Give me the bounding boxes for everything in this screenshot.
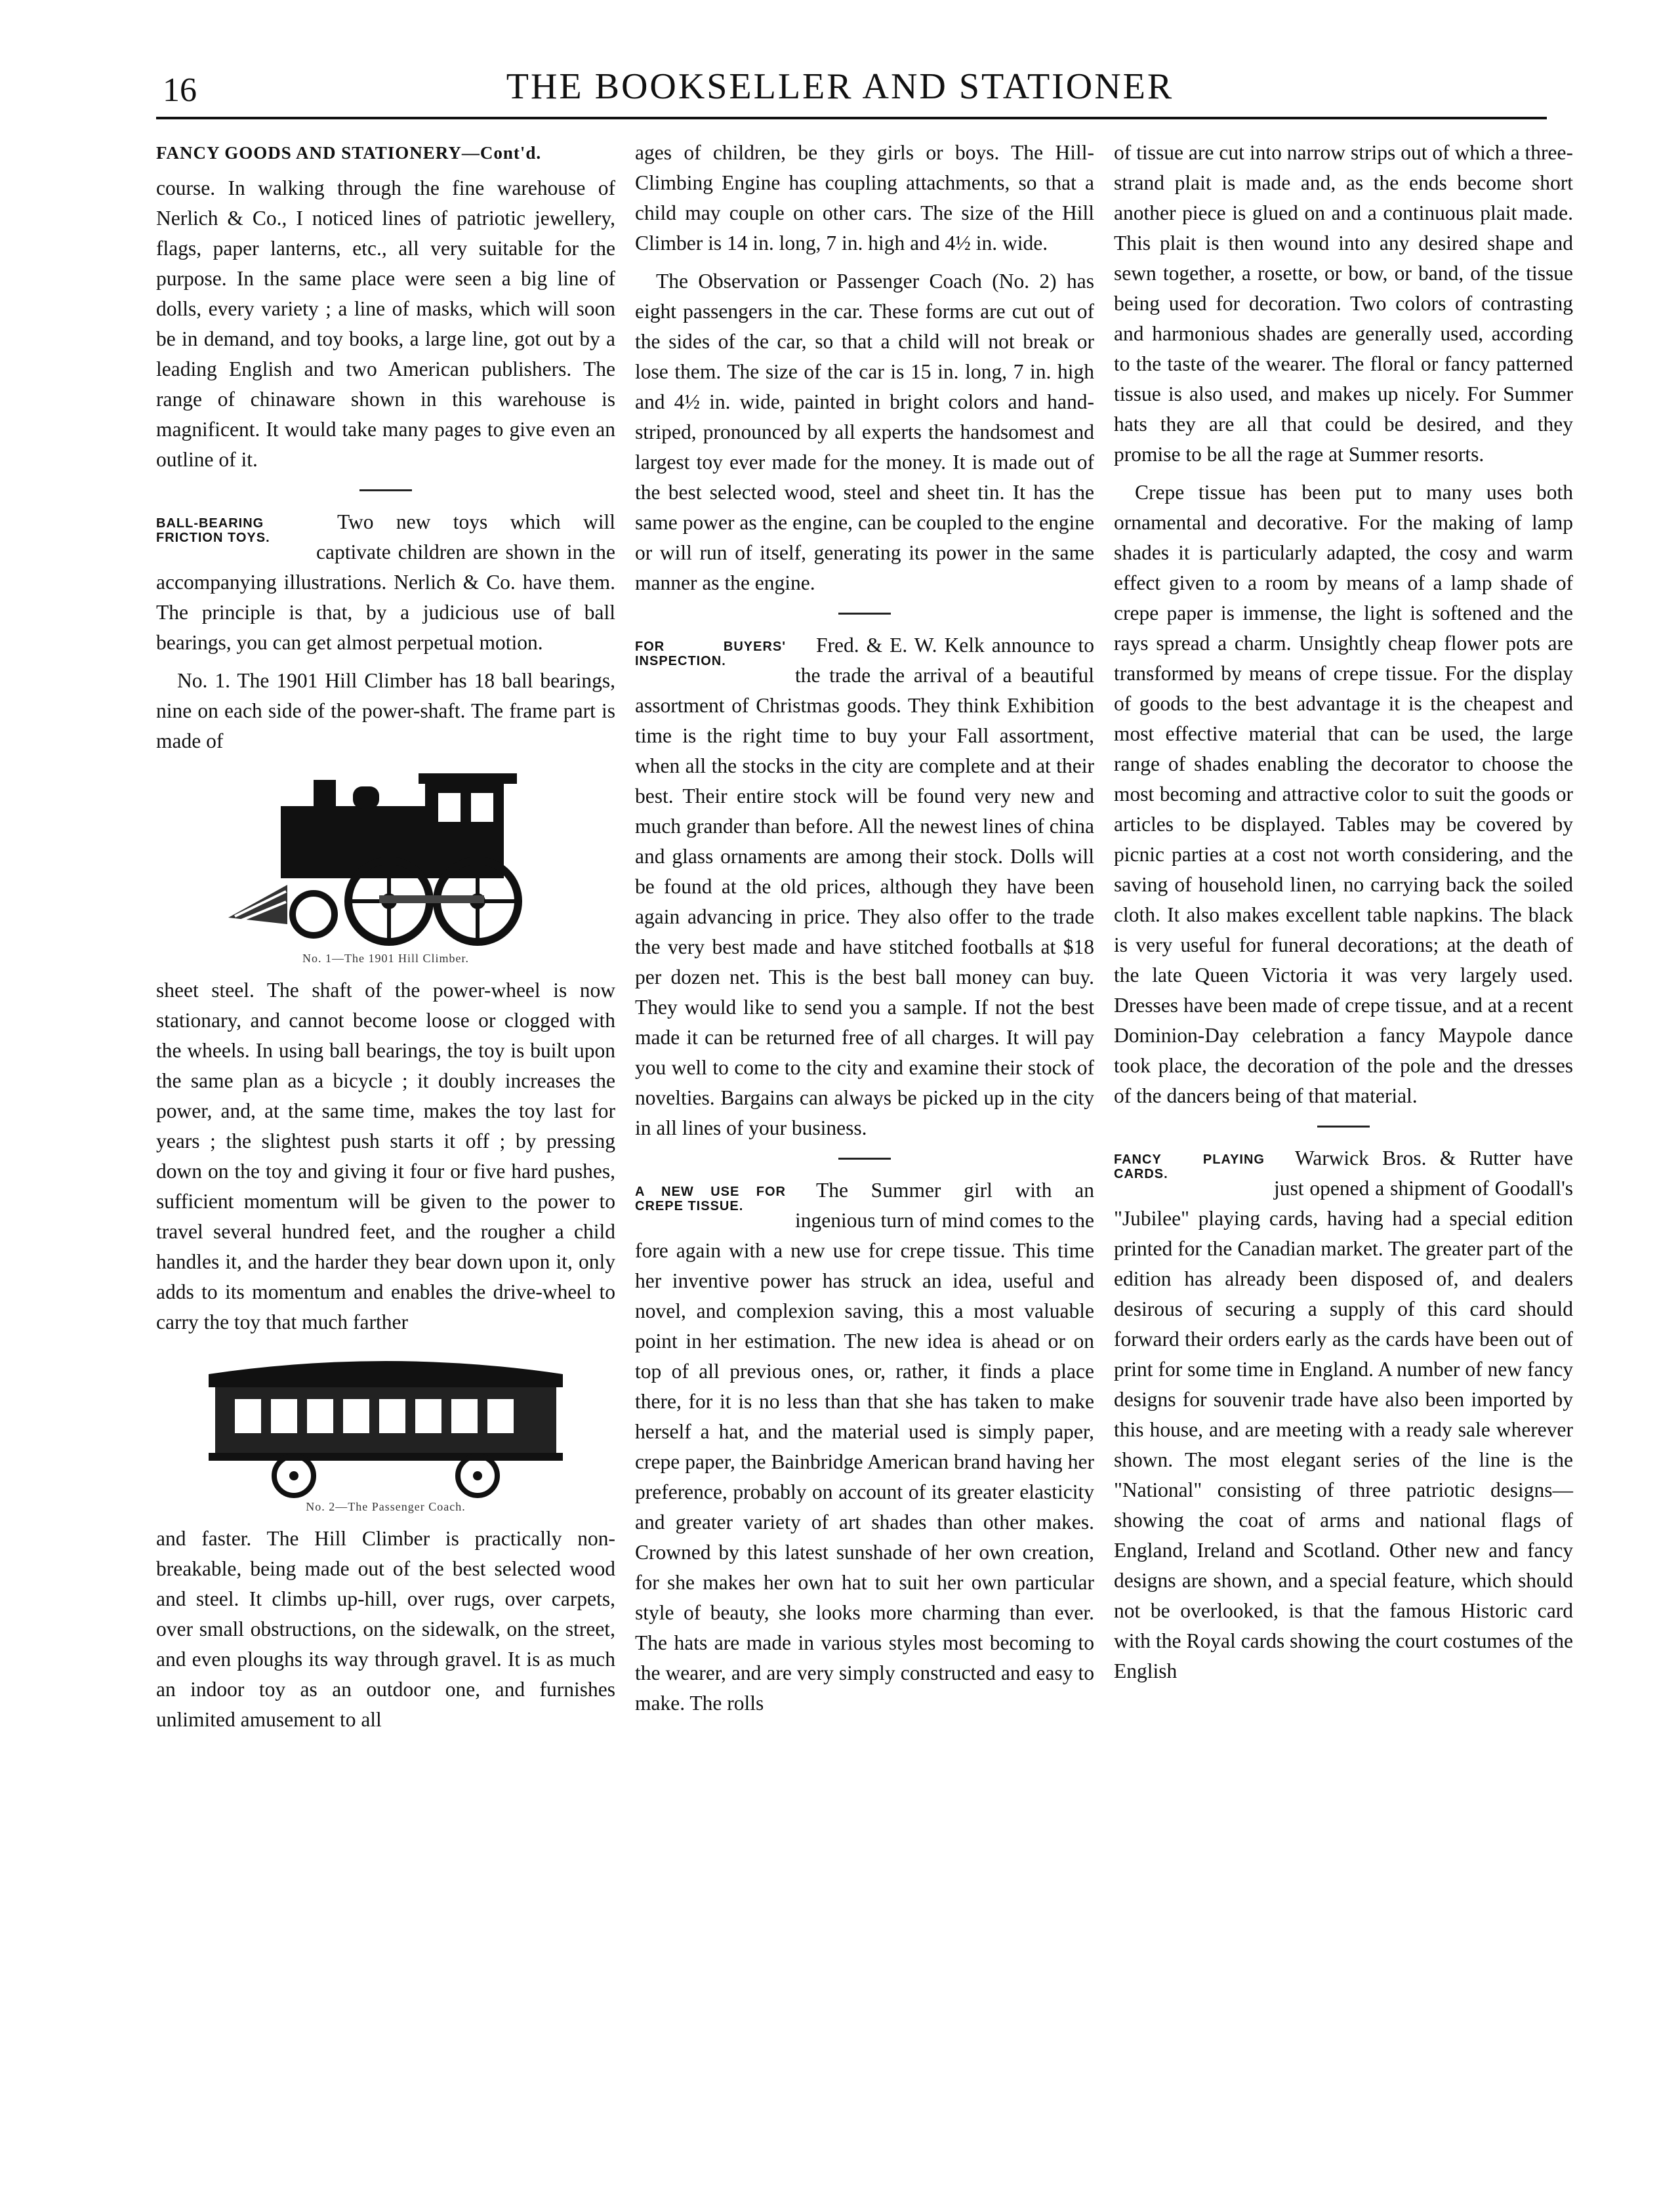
figure-caption: No. 2—The Passenger Coach. bbox=[306, 1500, 466, 1513]
header-rule bbox=[156, 117, 1547, 119]
side-heading: FANCY PLAYING CARDS. bbox=[1114, 1152, 1265, 1181]
section-divider bbox=[838, 1158, 891, 1160]
paragraph: The Observation or Passenger Coach (No. 2) has eight passengers in the car. These forms are cut out of the sides of the car, so that a child will not break or lose them. The size of the car is 15 in. long, 7 in. high and 4½ in. wide, painted in bright colors and hand-striped, pronounced by all experts the handsomest and largest toy ever made for the money. It is made out of the best selected wood, steel and sheet tin. It has the same power as the engine, can be coupled to the engine or will run of itself, generating its power in the same manner as the engine. bbox=[635, 270, 1094, 594]
paragraph: The Summer girl with an ingenious turn of mind comes to the fore again with a new use for crepe tissue. This time her inventive power has struck an idea, useful and novel, and complexion saving, this a most valuable point in her estimation. The new idea is ahead or on top of all previous ones, or, rather, it finds a place there, for it is no less than that she has taken to make herself a hat, and the material used is simply paper, crepe paper, the Bainbridge American brand having her preference, probably on account of its greater elasticity and greater variety of art shades than other makes. Crowned by this latest sunshade of her own creation, for she makes her own hat to suit her own particular style of beauty, she looks more charming than ever. The hats are made in various styles most becoming to the wearer, and are very simply constructed and easy to make. The rolls bbox=[635, 1179, 1094, 1715]
section-heading: FANCY GOODS AND STATIONERY—Cont'd. bbox=[156, 143, 542, 163]
section-divider bbox=[359, 489, 412, 491]
paragraph: of tissue are cut into narrow strips out of which a three-strand plait is made and, as the ends become short another piece is glued on and a continuous plait made. This plait is then wound into any desired shape and sewn together, a rosette, or bow, or band, of the tissue being used for decoration. Two colors of contrasting and harmonious shades are generally used, according to the taste of the wearer. The floral or fancy patterned tissue is also used, and makes up nicely. For Summer hats they are all that could be desired, and they promise to be all the rage at Summer resorts. bbox=[1114, 141, 1573, 466]
section-divider bbox=[838, 613, 891, 615]
column-1 bbox=[156, 138, 615, 1743]
side-heading: FOR BUYERS' INSPECTION. bbox=[635, 640, 786, 668]
paragraph: No. 1. The 1901 Hill Climber has 18 ball bearings, nine on each side of the power-shaft. The frame part is made of bbox=[156, 669, 615, 752]
paragraph: Fred. & E. W. Kelk announce to the trade the arrival of a beautiful assortment of Christmas goods. They think Exhibition time is the right time to buy your Fall assortment, when all the stocks in the city are complete and at their best. Their entire stock will be found very new and much grander than before. All the newest lines of china and glass ornaments are among their stock. Dolls will be found at the old prices, although they have been again advancing in price. They also offer to the trade the very best made and have stitched footballs at $18 per dozen net. This is the best ball money can buy. They would like to send you a sample. If not the best made it can be returned free of all charges. It will pay you well to come to the city and examine their stock of novelties. Bargains can always be picked up in the city in all lines of your business. bbox=[635, 634, 1094, 1139]
figure-caption: No. 1—The 1901 Hill Climber. bbox=[302, 952, 469, 965]
locomotive-illustration bbox=[202, 767, 569, 950]
paragraph: ages of children, be they girls or boys. The Hill-Climbing Engine has coupling attachments, so that a child may couple on other cars. The size of the Hill Climber is 14 in. long, 7 in. high and 4½ in. wide. bbox=[635, 141, 1094, 254]
paragraph: Two new toys which will captivate children are shown in the accompanying illustrations. Nerlich & Co. have them. The principle is that, by a judicious use of ball bearings, you can get almost perpetual motion. bbox=[156, 510, 615, 654]
paragraph: sheet steel. The shaft of the power-wheel is now stationary, and cannot become loose or clogged with the wheels. In using ball bearings, the toy is built upon the same plan as a bicycle ; it doubly increases the power, and, at the same time, makes the toy last for years ; the slightest push starts it off ; by pressing down on the toy and giving it four or five hard pushes, sufficient momentum will be given to the power to travel several hundred feet, and the rougher a child handles it, and the harder they bear down upon it, only adds to its momentum and enables the drive-wheel to carry the toy that much farther bbox=[156, 979, 615, 1333]
page-number: 16 bbox=[163, 71, 197, 109]
side-heading: A NEW USE FOR CREPE TISSUE. bbox=[635, 1185, 786, 1213]
section-divider bbox=[1317, 1126, 1370, 1128]
locomotive-figure bbox=[182, 767, 589, 966]
running-title: THE BOOKSELLER AND STATIONER bbox=[506, 66, 1174, 107]
passenger-coach-illustration bbox=[189, 1348, 583, 1499]
paragraph: Warwick Bros. & Rutter have just opened a shipment of Goodall's "Jubilee" playing cards, having had a special edition printed for the Canadian market. The greater part of the edition has already been disposed of, and dealers desirous of securing a supply of this card should forward their orders early as the cards have been out of print for some time in England. A number of new fancy designs for souvenir trade have also been imported by this house, and are meeting with a ready sale wherever shown. The most elegant series of the line is the "National" consisting of three patriotic designs—showing the coat of arms and national flags of England, Ireland and Scotland. Other new and fancy designs are shown, and a special feature, which should not be overlooked, is that the famous Historic card with the Royal cards showing the court costumes of the English bbox=[1114, 1147, 1573, 1682]
paragraph: Crepe tissue has been put to many uses both ornamental and decorative. For the making of lamp shades it is particularly adapted, the cosy and warm effect given to a room by means of a lamp shade of crepe paper is immense, the light is softened and the rays spread a charm. Unsightly cheap flower pots are transformed by means of crepe tissue. For the display of goods to the best advantage it is the cheapest and most effective material that can be used, the large range of shades enabling the decorator to choose the most becoming and attractive color to suit the goods or articles to be displayed. Tables may be covered by picnic parties at a cost not worth considering, and the saving of household linen, no carrying back the soiled cloth. It also makes excellent table napkins. The black is very useful for funeral decorations; at the death of the late Queen Victoria it was very largely used. Dresses have been made of crepe tissue, and at a recent Dominion-Day celebration a fancy Maypole dance took place, the decoration of the pole and the dresses of the dancers being of that material. bbox=[1114, 481, 1573, 1107]
page-header bbox=[0, 59, 1680, 118]
column-2 bbox=[635, 138, 1094, 1726]
paragraph: and faster. The Hill Climber is practically non-breakable, being made out of the best selected wood and steel. It climbs up-hill, over rugs, over carpets, over small obstructions, on the sidewalk, on the street, and even ploughs its way through gravel. It is as much an indoor toy as an outdoor one, and furnishes unlimited amusement to all bbox=[156, 1527, 615, 1731]
coach-figure bbox=[182, 1348, 589, 1515]
paragraph: course. In walking through the fine warehouse of Nerlich & Co., I noticed lines of patriotic jewellery, flags, paper lanterns, etc., all very suitable for the purpose. In the same place were seen a big line of dolls, every variety ; a line of masks, which will soon be in demand, and toy books, a large line, got out by a leading English and two American publishers. The range of chinaware shown in this warehouse is magnificent. It would take many pages to give even an outline of it. bbox=[156, 176, 615, 471]
column-3 bbox=[1114, 138, 1573, 1694]
side-heading: BALL-BEARING FRICTION TOYS. bbox=[156, 516, 270, 545]
